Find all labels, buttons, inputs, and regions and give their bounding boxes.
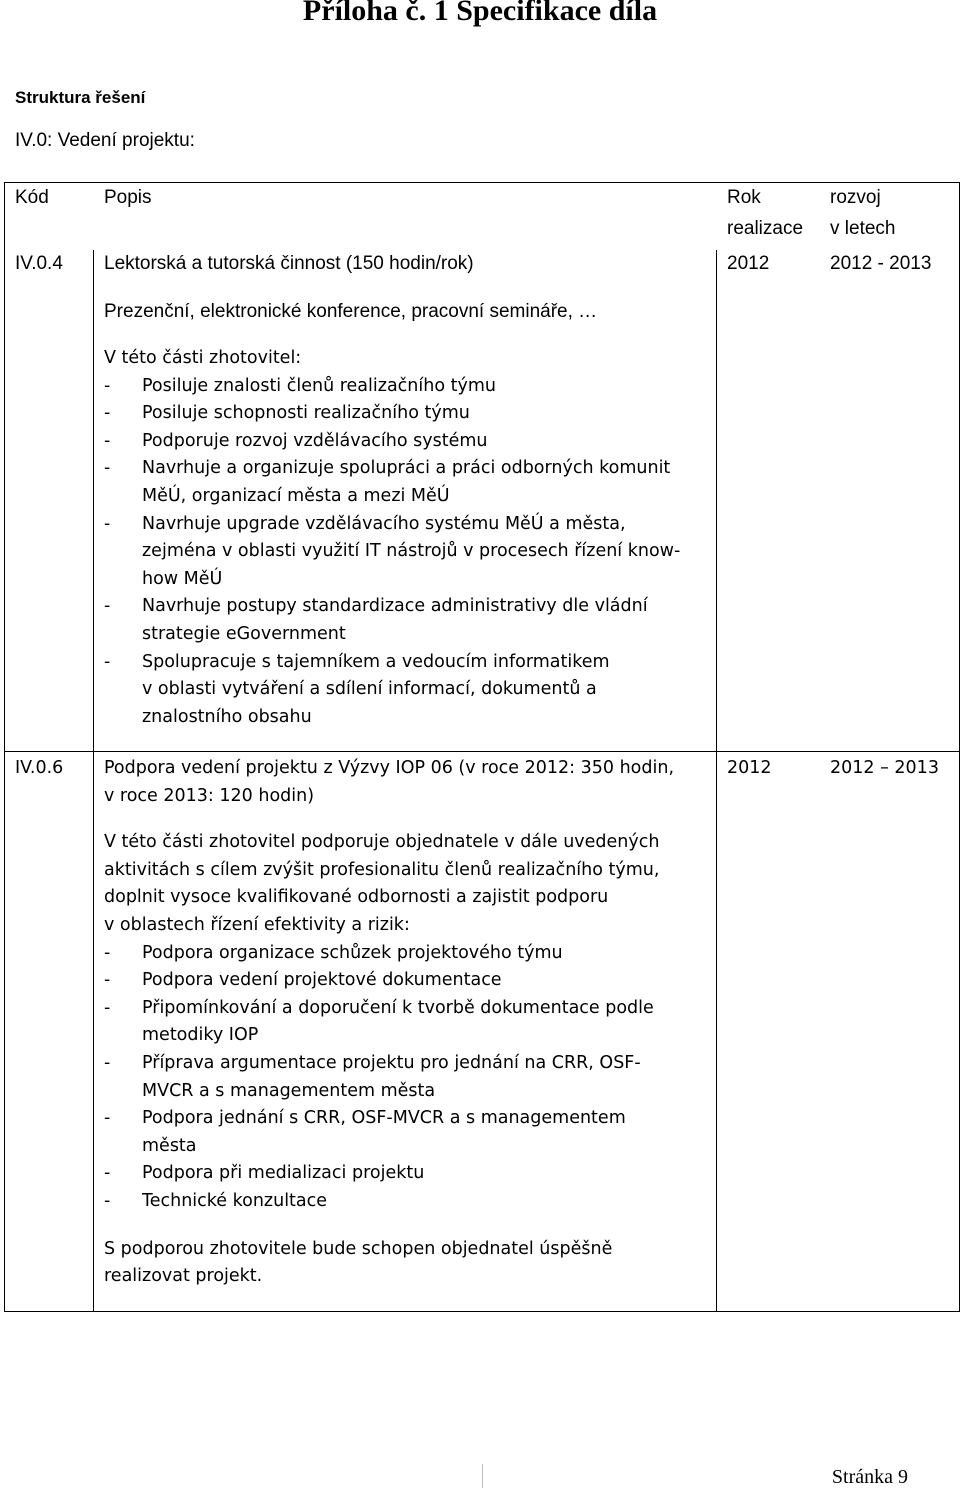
list-item [104,1050,674,1105]
dash: - [104,942,111,963]
list-item-line: Podpora organizace schůzek projektového týmu [142,942,563,963]
list-item [104,967,674,995]
header-development [830,184,895,243]
closing-line: realizovat projekt. [104,1266,263,1287]
header-code: Kód [15,187,49,208]
list-item [104,1188,674,1216]
intro-line: V této části zhotovitel: [104,348,302,368]
column-divider-code [93,250,94,1312]
structure-heading: Struktura řešení [15,88,146,107]
row-closing [104,1236,674,1291]
intro-line: aktivitách s cílem zvýšit profesionalitu členů realizačního týmu, [104,859,660,880]
table-top-border [4,182,960,183]
dash: - [104,1190,111,1211]
dash: - [104,1108,111,1129]
row-title [104,250,474,278]
row-code: IV.0.6 [15,758,64,778]
header-year [727,184,803,243]
list-item-line: how MěÚ [142,568,223,589]
list-item-line: MěÚ, organizací města a mezi MěÚ [142,485,450,506]
row-subtitle: Prezenční, elektronické konference, pracovní semináře, … [104,301,598,322]
list-item [104,455,680,510]
list-item [104,1160,674,1188]
column-divider-year [716,250,717,1312]
row-title-line: Lektorská a tutorská činnost (150 hodin/rok) [104,253,474,274]
list-item-line: Posiluje znalosti členů realizačního týmu [142,375,496,396]
intro-line: V této části zhotovitel podporuje objednatele v dále uvedených [104,832,660,853]
row-body [104,345,680,731]
list-item [104,373,680,401]
intro-line: doplnit vysoce kvalifikované odbornosti a zajistit podporu [104,887,609,908]
header-description: Popis [104,187,152,208]
list-item [104,593,680,648]
list-item-line: Podpora jednání s CRR, OSF-MVCR a s managementem [142,1108,626,1129]
list-item-line: města [142,1135,197,1156]
row-divider [4,751,960,752]
section-heading: IV.0: Vedení projektu: [15,130,195,151]
table-bottom-border [4,1311,960,1312]
dash: - [104,430,111,451]
dash: - [104,997,111,1018]
dash: - [104,403,111,424]
list-item-line: metodiky IOP [142,1025,259,1046]
list-item-line: v oblasti vytváření a sdílení informací, dokumentů a [142,679,597,700]
list-item [104,511,680,594]
closing-line: S podporou zhotovitele bude schopen objednatel úspěšně [104,1238,613,1259]
row-year: 2012 [727,253,770,274]
list-item-line: Navrhuje a organizuje spolupráci a práci odborných komunit [142,458,671,479]
list-item-line: Podpora vedení projektové dokumentace [142,970,502,991]
dash: - [104,970,111,991]
row-code: IV.0.4 [15,253,63,274]
dash: - [104,375,111,396]
list-item [104,1105,674,1160]
row-title-line: Podpora vedení projektu z Výzvy IOP 06 (v roce 2012: 350 hodin, [104,758,675,778]
list-item [104,428,680,456]
list-item-line: Posiluje schopnosti realizačního týmu [142,403,470,424]
row-development: 2012 – 2013 [830,758,939,778]
list-item-line: Podpora při medializaci projektu [142,1163,425,1184]
page-title: Příloha č. 1 Specifikace díla [302,0,658,27]
intro-line: v oblastech řízení efektivity a rizik: [104,914,410,935]
header-year-line: Rok [727,187,761,208]
list-item-line: zejména v oblasti využití IT nástrojů v procesech řízení know- [142,541,681,562]
dash: - [104,458,111,479]
list-item [104,995,674,1050]
row-development: 2012 - 2013 [830,253,932,274]
header-year-line: realizace [727,218,804,239]
list-item [104,649,680,732]
header-development-line: v letech [830,218,896,239]
dash: - [104,1052,111,1073]
row-body [104,755,674,1291]
list-item-line: Příprava argumentace projektu pro jednání na CRR, OSF- [142,1052,641,1073]
dash: - [104,651,111,672]
header-development-line: rozvoj [830,187,881,208]
dash: - [104,596,111,617]
dash: - [104,513,111,534]
list-item-line: znalostního obsahu [142,706,312,727]
row-title [104,755,674,810]
list-item-line: Navrhuje upgrade vzdělávacího systému MěÚ a města, [142,513,626,534]
page-number: Stránka 9 [831,1466,908,1488]
list-item-line: Podporuje rozvoj vzdělávacího systému [142,430,488,451]
row-title-line: v roce 2013: 120 hodin) [104,785,315,806]
row-year: 2012 [727,758,772,778]
list-item-line: Spolupracuje s tajemníkem a vedoucím informatikem [142,651,610,672]
list-item [104,400,680,428]
list-item [104,940,674,968]
list-item-line: strategie eGovernment [142,623,346,644]
list-item-line: Připomínkování a doporučení k tvorbě dokumentace podle [142,997,654,1018]
dash: - [104,1163,111,1184]
list-item-line: Technické konzultace [142,1190,328,1211]
footer-divider [482,1464,483,1488]
list-item-line: MVCR a s managementem města [142,1080,436,1101]
row-intro [104,829,674,939]
list-item-line: Navrhuje postupy standardizace administrativy dle vládní [142,596,648,617]
table-left-border [4,182,5,1312]
